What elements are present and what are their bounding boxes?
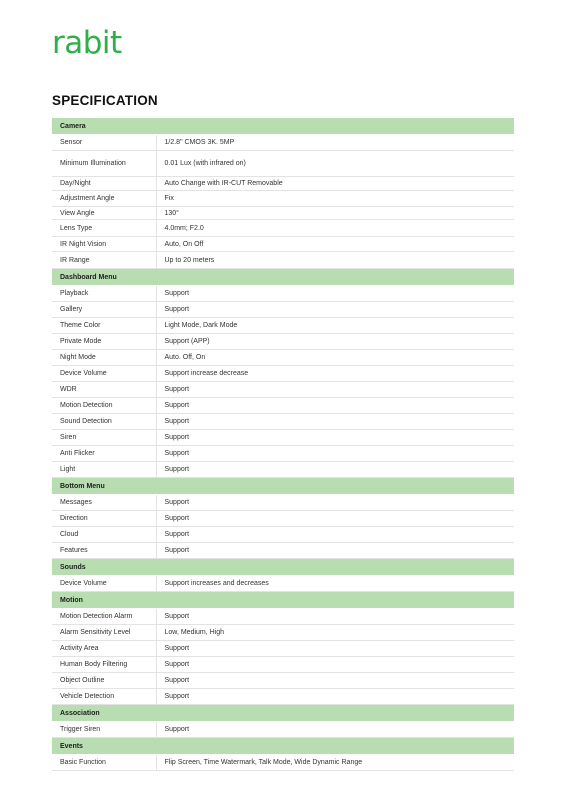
spec-label: Minimum Illumination [52, 151, 156, 177]
spec-label: Private Mode [52, 334, 156, 350]
section-title: Sounds [52, 559, 514, 576]
section-header-association [52, 705, 514, 722]
spec-label: Adjustment Angle [52, 191, 156, 207]
table-row [52, 511, 514, 527]
table-row [52, 135, 514, 151]
spec-label: Messages [52, 495, 156, 511]
spec-value: Support [156, 527, 514, 543]
spec-value: Support [156, 673, 514, 689]
spec-value: Support [156, 641, 514, 657]
spec-value: Support [156, 430, 514, 446]
spec-value: Support [156, 382, 514, 398]
spec-value: Support [156, 462, 514, 478]
table-row [52, 350, 514, 366]
spec-value: Support [156, 495, 514, 511]
specification-table [52, 118, 514, 771]
spec-label: Object Outline [52, 673, 156, 689]
table-row [52, 673, 514, 689]
spec-value: Low, Medium, High [156, 625, 514, 641]
section-title: Camera [52, 118, 514, 135]
spec-value: Up to 20 meters [156, 252, 514, 269]
spec-label: Alarm Sensitivity Level [52, 625, 156, 641]
spec-value: 0.01 Lux (with infrared on) [156, 151, 514, 177]
table-row [52, 722, 514, 738]
spec-label: Device Volume [52, 366, 156, 382]
spec-value: Support increase decrease [156, 366, 514, 382]
spec-label: Vehicle Detection [52, 689, 156, 705]
table-row [52, 430, 514, 446]
table-row [52, 177, 514, 191]
table-row [52, 657, 514, 673]
section-header-sounds [52, 559, 514, 576]
spec-label: Night Mode [52, 350, 156, 366]
table-row [52, 527, 514, 543]
spec-value: Support [156, 657, 514, 673]
table-row [52, 543, 514, 559]
spec-label: IR Range [52, 252, 156, 269]
spec-value: Fix [156, 191, 514, 207]
section-header-camera [52, 118, 514, 135]
section-header-bottom-menu [52, 478, 514, 495]
section-title: Motion [52, 592, 514, 609]
spec-label: Anti Flicker [52, 446, 156, 462]
spec-label: Device Volume [52, 576, 156, 592]
spec-label: Motion Detection Alarm [52, 609, 156, 625]
spec-value: Support [156, 609, 514, 625]
table-row [52, 286, 514, 302]
spec-label: Features [52, 543, 156, 559]
table-row [52, 609, 514, 625]
spec-value: Support (APP) [156, 334, 514, 350]
table-row [52, 689, 514, 705]
spec-value: 130° [156, 207, 514, 220]
spec-value: Auto. Off, On [156, 350, 514, 366]
spec-value: Light Mode, Dark Mode [156, 318, 514, 334]
spec-label: Theme Color [52, 318, 156, 334]
section-header-events [52, 738, 514, 755]
spec-label: WDR [52, 382, 156, 398]
table-row [52, 237, 514, 252]
spec-value: Support [156, 286, 514, 302]
spec-label: View Angle [52, 207, 156, 220]
spec-label: Sensor [52, 135, 156, 151]
table-row [52, 755, 514, 771]
table-row [52, 151, 514, 177]
table-row [52, 446, 514, 462]
spec-label: IR Night Vision [52, 237, 156, 252]
table-row [52, 220, 514, 237]
section-header-dashboard-menu [52, 269, 514, 286]
spec-value: Support [156, 511, 514, 527]
spec-value: 1/2.8" CMOS 3K. 5MP [156, 135, 514, 151]
table-row [52, 318, 514, 334]
table-row [52, 398, 514, 414]
section-title: Association [52, 705, 514, 722]
table-row [52, 366, 514, 382]
specification-table-body [52, 118, 514, 771]
spec-value: Support increases and decreases [156, 576, 514, 592]
spec-label: Trigger Siren [52, 722, 156, 738]
table-row [52, 382, 514, 398]
spec-value: Support [156, 689, 514, 705]
table-row [52, 625, 514, 641]
table-row [52, 414, 514, 430]
spec-value: Auto Change with IR-CUT Removable [156, 177, 514, 191]
table-row [52, 191, 514, 207]
spec-label: Cloud [52, 527, 156, 543]
spec-value: Support [156, 543, 514, 559]
section-title: Events [52, 738, 514, 755]
section-title: Dashboard Menu [52, 269, 514, 286]
table-row [52, 641, 514, 657]
spec-label: Light [52, 462, 156, 478]
spec-label: Activity Area [52, 641, 156, 657]
table-row [52, 334, 514, 350]
spec-value: Support [156, 302, 514, 318]
table-row [52, 252, 514, 269]
spec-value: Support [156, 722, 514, 738]
spec-value: Flip Screen, Time Watermark, Talk Mode, Wide Dynamic Range [156, 755, 514, 771]
spec-label: Siren [52, 430, 156, 446]
spec-label: Day/Night [52, 177, 156, 191]
table-row [52, 495, 514, 511]
spec-label: Basic Function [52, 755, 156, 771]
spec-value: Auto, On Off [156, 237, 514, 252]
table-row [52, 576, 514, 592]
spec-label: Motion Detection [52, 398, 156, 414]
spec-label: Playback [52, 286, 156, 302]
table-row [52, 207, 514, 220]
section-title: Bottom Menu [52, 478, 514, 495]
spec-value: Support [156, 446, 514, 462]
spec-value: Support [156, 398, 514, 414]
spec-value: Support [156, 414, 514, 430]
page-title: SPECIFICATION [52, 93, 158, 108]
table-row [52, 462, 514, 478]
section-header-motion [52, 592, 514, 609]
spec-label: Gallery [52, 302, 156, 318]
spec-value: 4.0mm; F2.0 [156, 220, 514, 237]
brand-logo: rabit [52, 25, 122, 61]
spec-label: Lens Type [52, 220, 156, 237]
spec-label: Sound Detection [52, 414, 156, 430]
spec-label: Human Body Filtering [52, 657, 156, 673]
table-row [52, 302, 514, 318]
spec-label: Direction [52, 511, 156, 527]
